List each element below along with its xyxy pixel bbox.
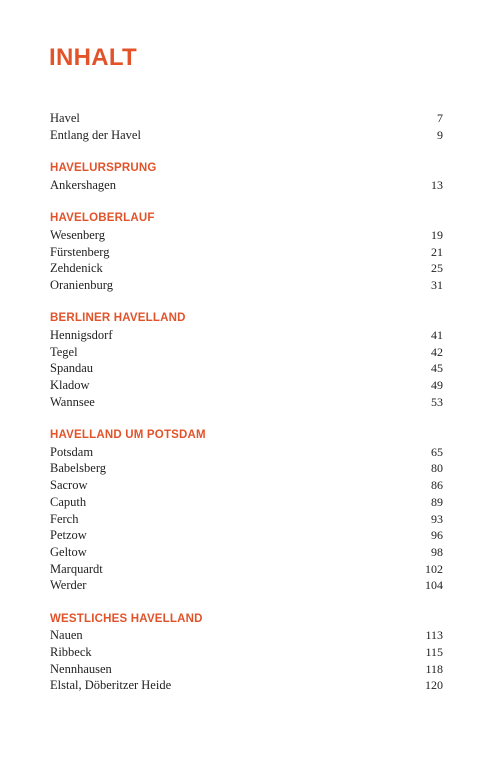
toc-entry[interactable] [50,677,443,694]
toc-entry-label: Geltow [50,544,87,559]
toc-entry-page-number: 53 [431,394,443,409]
toc-entry[interactable] [50,277,443,294]
toc-entry-label: Nauen [50,628,83,643]
toc-entry-label: Marquardt [50,561,103,576]
toc-entry-page-number: 120 [425,678,443,693]
section-heading: HAVELLAND UM POTSDAM [50,429,206,442]
toc-entry-page-number: 113 [425,628,443,643]
toc-entry[interactable] [50,344,443,361]
toc-entry-label: Ribbeck [50,645,92,659]
toc-entry-page-number: 89 [431,494,443,509]
toc-entry-page-number: 31 [431,277,443,292]
toc-entry[interactable] [50,377,443,394]
toc-entry[interactable] [50,227,443,244]
toc-entry[interactable] [50,110,443,127]
toc-entry[interactable] [50,244,443,261]
toc-entry[interactable] [50,661,443,678]
toc-entry-page-number: 86 [431,478,443,493]
toc-entry[interactable] [50,527,443,544]
section-spacer [50,143,443,160]
toc-entry-label: Caputh [50,494,87,509]
toc-entry-label: Wesenberg [50,227,105,242]
toc-entry-page-number: 80 [431,461,443,476]
toc-entry[interactable] [50,544,443,561]
toc-entry-label: Spandau [50,361,94,376]
toc-entry-label: Petzow [50,528,87,543]
toc-entry[interactable] [50,644,443,661]
toc-entry-page-number: 65 [431,444,443,459]
toc-entry[interactable] [50,260,443,277]
toc-entry-label: Wannsee [50,394,95,409]
toc-entry-label: Ankershagen [50,177,116,192]
section-spacer [50,193,443,210]
toc-entry-page-number: 49 [431,378,443,392]
toc-entry-label: Potsdam [50,444,94,459]
toc-entry[interactable] [50,444,443,461]
section-heading: WESTLICHES HAVELLAND [50,612,203,625]
toc-entry-page-number: 104 [425,578,443,593]
toc-entry-label: Ferch [50,511,79,526]
toc-entry-label: Kladow [50,378,90,392]
toc-entry-label: Hennigsdorf [50,327,113,342]
toc-entry-page-number: 9 [437,127,443,142]
toc-entry-page-number: 96 [431,528,443,543]
toc-entry-label: Zehdenick [50,261,103,276]
toc-entry-label: Nennhausen [50,661,112,676]
toc-entry-page-number: 25 [431,261,443,276]
toc-entry[interactable] [50,494,443,511]
toc-entry-page-number: 98 [431,544,443,559]
toc-entry-page-number: 45 [431,361,443,376]
toc-entry-page-number: 93 [431,511,443,526]
toc-entry[interactable] [50,360,443,377]
section-spacer [50,410,443,427]
toc-entry[interactable] [50,327,443,344]
toc-entry[interactable] [50,477,443,494]
toc-entry-label: Babelsberg [50,461,107,476]
toc-entry-page-number: 13 [431,177,443,192]
toc-entry[interactable] [50,177,443,194]
toc-entry[interactable] [50,460,443,477]
section-heading: HAVELURSPRUNG [50,162,157,175]
toc-entry-page-number: 42 [431,344,443,359]
toc-entry-label: Tegel [50,344,78,359]
toc-entry[interactable] [50,511,443,528]
toc-entry[interactable] [50,627,443,644]
section-heading: HAVELOBERLAUF [50,212,155,225]
toc-entry-label: Oranienburg [50,277,113,292]
toc-entry[interactable] [50,561,443,578]
toc-entry-page-number: 21 [431,244,443,259]
section-spacer [50,594,443,611]
toc-entry-label: Entlang der Havel [50,127,141,142]
toc-entry[interactable] [50,127,443,144]
toc-entry-page-number: 115 [425,645,443,659]
toc-entry[interactable] [50,577,443,594]
toc-entry-label: Fürstenberg [50,244,110,259]
toc-entry[interactable] [50,394,443,411]
toc-entry-page-number: 7 [437,111,443,125]
toc-entry-label: Sacrow [50,478,88,493]
toc-list [50,110,443,694]
toc-entry-page-number: 118 [425,661,443,676]
toc-entry-label: Elstal, Döberitzer Heide [50,678,172,693]
section-heading: BERLINER HAVELLAND [50,312,186,325]
section-spacer [50,294,443,311]
toc-entry-page-number: 19 [431,227,443,242]
toc-entry-page-number: 102 [425,561,443,576]
toc-entry-label: Havel [50,111,80,125]
toc-entry-label: Werder [50,578,87,593]
toc-entry-page-number: 41 [431,327,443,342]
page-title: INHALT [49,44,138,71]
